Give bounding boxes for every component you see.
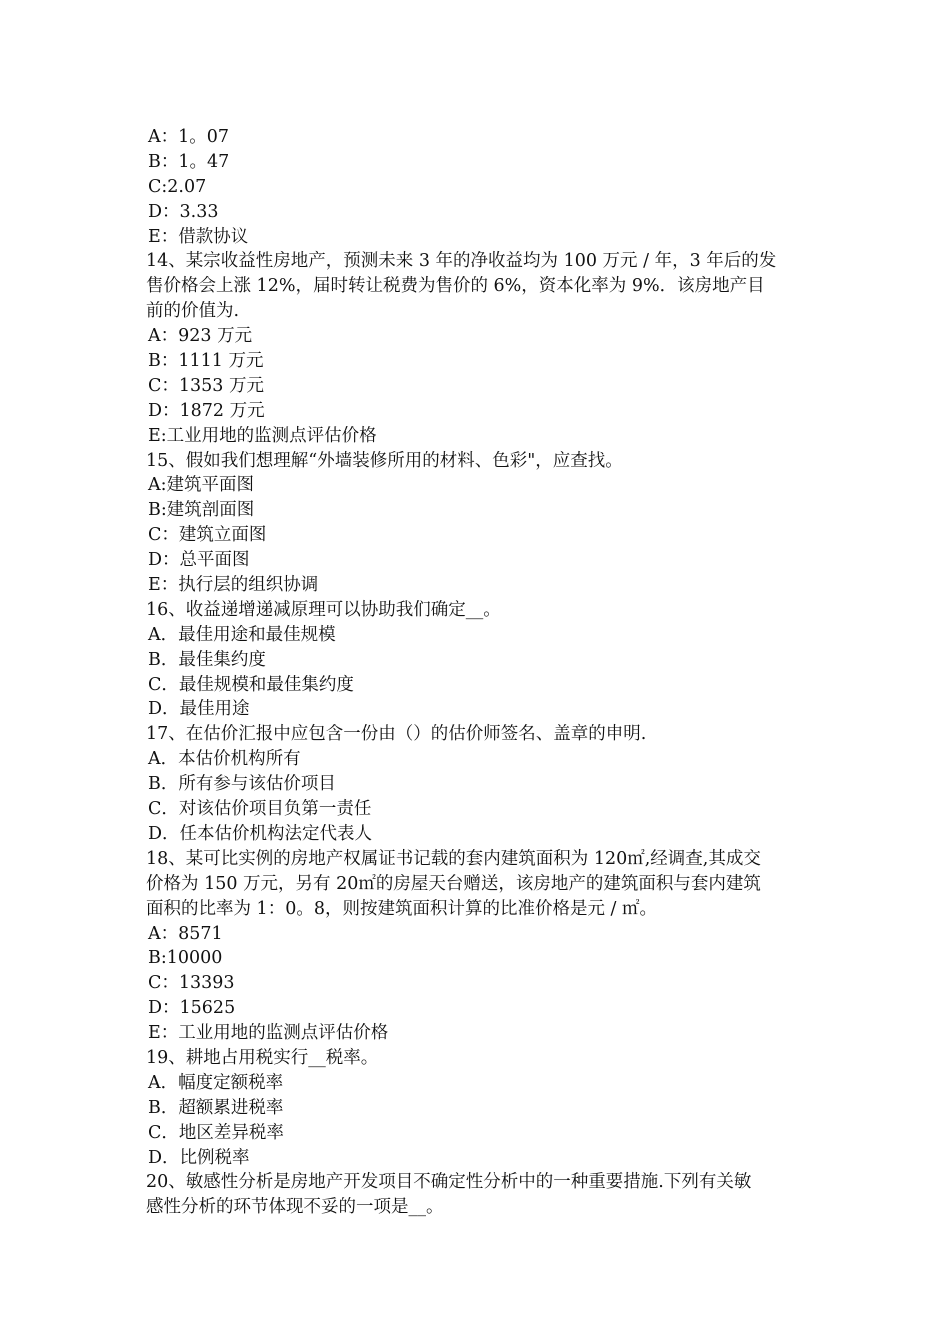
answer-option: A:建筑平面图 [148,475,255,496]
answer-option: E:工业用地的监测点评估价格 [148,425,377,446]
answer-option: D：3.33 [148,201,219,222]
answer-option: C:2.07 [148,176,207,197]
question-text-line: 感性分析的环节体现不妥的一项是__。 [146,1197,444,1218]
answer-option: E：工业用地的监测点评估价格 [148,1023,389,1044]
question-text-line: 面积的比率为 1：0。8，则按建筑面积计算的比准价格是元 / ㎡。 [146,898,657,919]
question-text-line: 15、假如我们想理解“外墙装修所用的材料、色彩"，应查找。 [146,450,623,471]
question-text-line: 20、敏感性分析是房地产开发项目不确定性分析中的一种重要措施.下列有关敏 [146,1172,752,1193]
question-text-line: 前的价值为. [146,301,240,322]
answer-option: D：15625 [148,998,236,1019]
answer-option: D．最佳用途 [148,699,250,720]
question-text-line: 19、耕地占用税实行__税率。 [146,1047,379,1068]
answer-option: C：13393 [148,973,235,994]
answer-option: A．本估价机构所有 [148,749,301,770]
answer-option: A：8571 [148,923,223,944]
question-text-line: 18、某可比实例的房地产权属证书记载的套内建筑面积为 120㎡,经调查,其成交 [146,848,761,869]
answer-option: C．对该估价项目负第一责任 [148,799,372,820]
answer-option: E：借款协议 [148,226,249,247]
answer-option: D：总平面图 [148,550,250,571]
answer-option: B：1111 万元 [148,351,264,372]
question-text-line: 价格为 150 万元，另有 20㎡的房屋天台赠送，该房地产的建筑面积与套内建筑 [146,873,761,894]
answer-option: A．幅度定额税率 [148,1072,284,1093]
question-text-line: 16、收益递增递减原理可以协助我们确定__。 [146,599,501,620]
answer-option: B．所有参与该估价项目 [148,774,336,795]
answer-option: B:建筑剖面图 [148,500,255,521]
answer-option: A：1。07 [148,127,230,147]
answer-option: B:10000 [148,948,223,969]
question-text-line: 17、在估价汇报中应包含一份由（）的估价师签名、盖章的申明. [146,724,647,745]
answer-option: D．任本估价机构法定代表人 [148,823,373,844]
answer-option: B．最佳集约度 [148,649,266,670]
answer-option: D：1872 万元 [148,400,265,421]
answer-option: E：执行层的组织协调 [148,575,319,596]
question-text-line: 14、某宗收益性房地产，预测未来 3 年的净收益均为 100 万元 / 年，3 年后的发 [146,251,777,272]
answer-option: C．最佳规模和最佳集约度 [148,674,354,695]
answer-option: C：建筑立面图 [148,525,267,546]
answer-option: A：923 万元 [148,326,253,347]
answer-option: A．最佳用途和最佳规模 [148,624,336,645]
answer-option: B：1。47 [148,151,230,172]
answer-option: B．超额累进税率 [148,1097,284,1118]
answer-option: D．比例税率 [148,1147,250,1168]
question-text-line: 售价格会上涨 12%，届时转让税费为售价的 6%，资本化率为 9%．该房地产目 [146,276,765,297]
document-body [146,125,810,1220]
answer-option: C：1353 万元 [148,375,264,396]
answer-option: C．地区差异税率 [148,1122,284,1143]
